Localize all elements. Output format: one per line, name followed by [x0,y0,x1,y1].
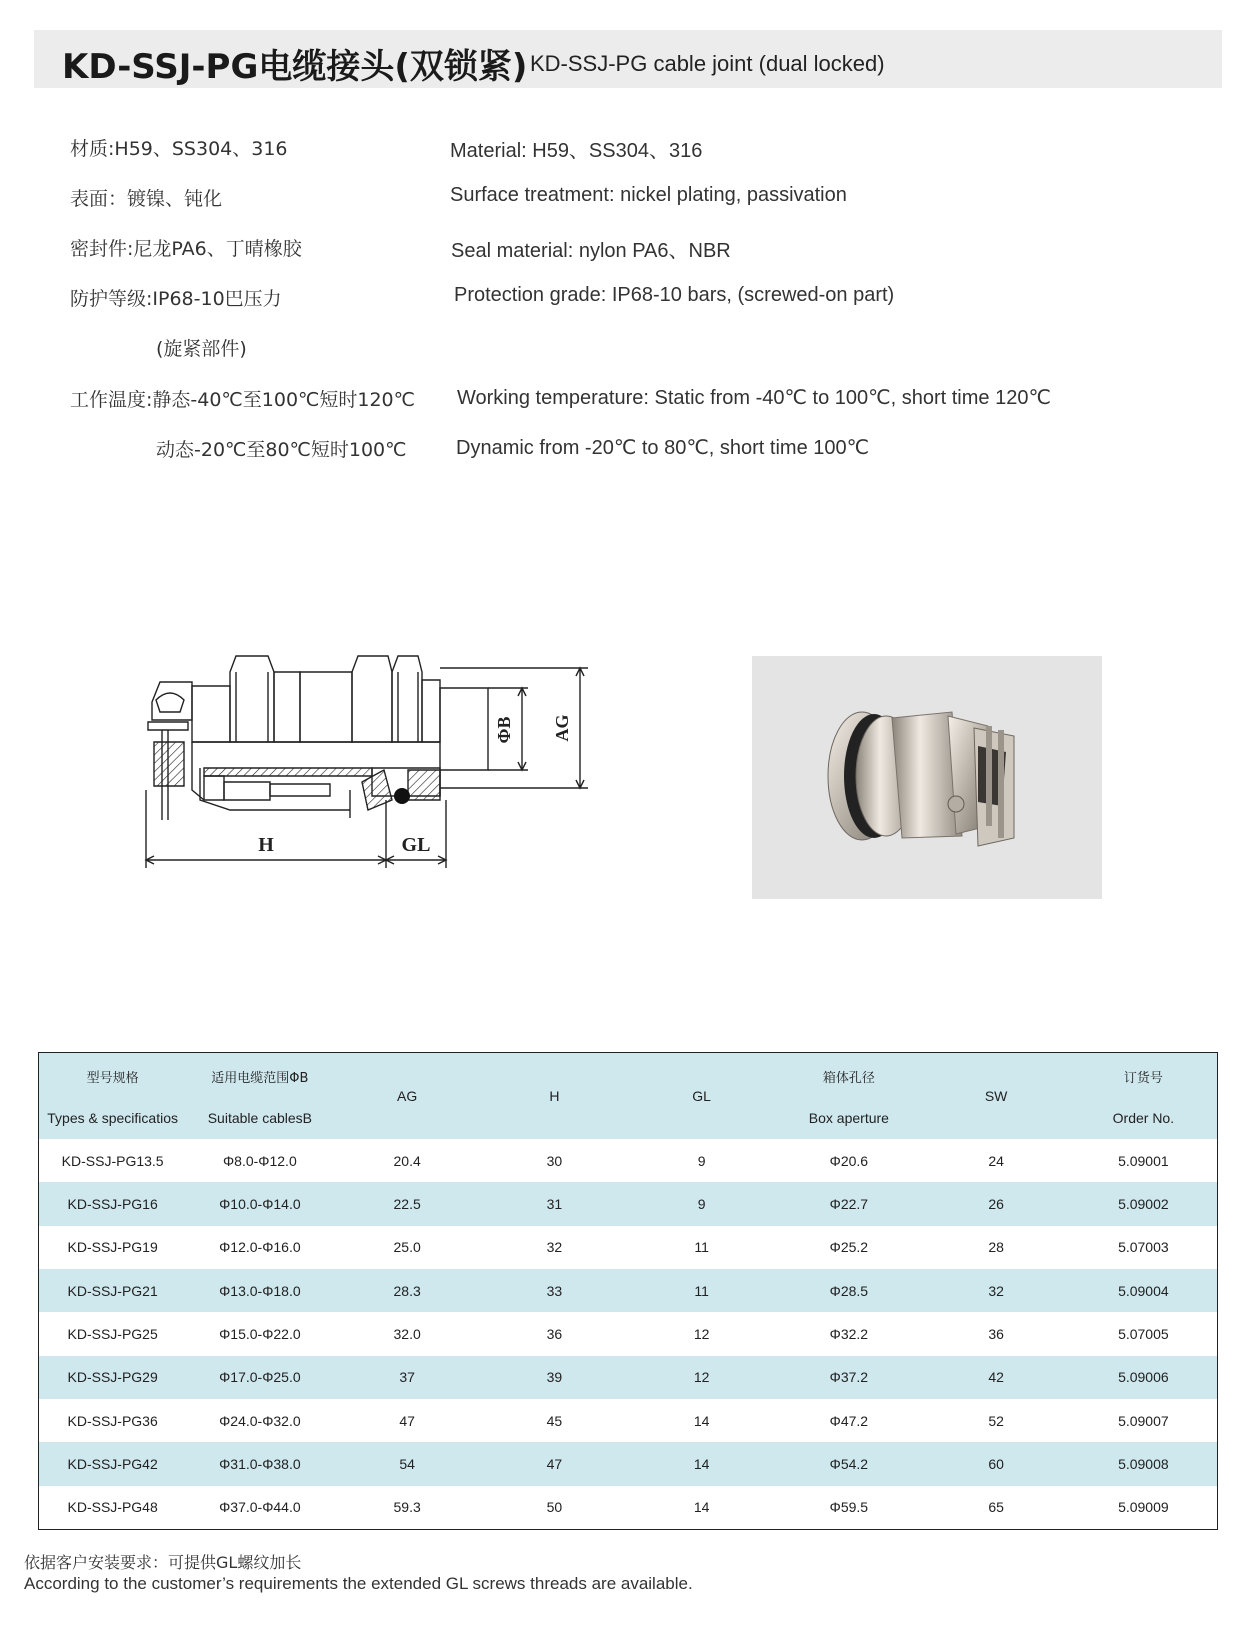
table-cell: 5.07005 [1118,1325,1169,1342]
table-cell: 5.07003 [1118,1239,1169,1256]
note-cn: 依据客户安装要求：可提供GL螺纹加长 [24,1553,302,1572]
table-cell: 42 [988,1369,1004,1386]
spec-dynamic-en: Dynamic from -20℃ to 80℃, short time 100℃ [456,437,870,459]
table-cell: 37 [399,1369,415,1386]
table-cell: 26 [988,1195,1004,1212]
table-cell: Φ20.6 [829,1152,869,1169]
page-title: KD-SSJ-PG电缆接头(双锁紧) [62,47,528,87]
title-bar [34,30,1222,88]
spec-protection-cn-note: (旋紧部件) [156,338,247,360]
table-header-row [39,1053,1217,1139]
header-sw: SW [984,1088,1008,1104]
table-cell: 47 [399,1412,415,1429]
note-en: According to the customer’s requirements the extended GL screws threads are available. [24,1574,693,1593]
header-type: 型号规格 Types & specificatios [47,1070,178,1126]
table-cell: 12 [693,1369,710,1386]
table-cell: 5.09002 [1118,1195,1169,1212]
header-ag: AG [397,1088,418,1104]
label-phi-b: ΦB [494,716,514,744]
table-cell: 14 [693,1412,710,1429]
spec-protection-en: Protection grade: IP68-10 bars, (screwed-on part) [454,284,895,306]
table-cell: 54 [399,1455,415,1472]
table-body [39,1139,1217,1529]
table-cell: 65 [988,1499,1004,1516]
table-row [39,1139,1217,1182]
table-cell: 20.4 [393,1152,421,1169]
table-cell: 30 [546,1152,563,1169]
header-order-no: 订货号 Order No. [1112,1070,1175,1126]
table-row [39,1486,1217,1529]
table-cell: 32 [546,1239,563,1256]
spec-seal-en: Seal material: nylon PA6、NBR [451,240,731,262]
table-cell: 9 [697,1195,706,1212]
table-cell: Φ47.2 [829,1412,869,1429]
spec-surface-cn: 表面：镀镍、钝化 [70,188,223,210]
table-cell: 24 [988,1152,1004,1169]
label-gl: GL [401,834,431,856]
table-cell: 60 [988,1455,1004,1472]
table-cell: Φ31.0-Φ38.0 [219,1455,301,1472]
table-cell: KD-SSJ-PG21 [67,1282,158,1299]
spec-surface-en: Surface treatment: nickel plating, passivation [450,184,847,206]
o-ring-seal [394,788,410,804]
spec-protection-cn: 防护等级:IP68-10巴压力 [70,288,282,310]
table-cell: KD-SSJ-PG13.5 [61,1152,164,1169]
spec-seal-cn: 密封件:尼龙PA6、丁晴橡胶 [70,238,302,260]
table-cell: 22.5 [393,1195,421,1212]
table-cell: Φ8.0-Φ12.0 [223,1152,297,1169]
table-cell: 59.3 [393,1499,421,1516]
table-cell: KD-SSJ-PG25 [67,1325,158,1342]
spec-table-grid [39,1053,1217,1529]
spec-table [38,1052,1218,1530]
label-h: H [258,834,274,856]
spec-dynamic-cn: 动态-20℃至80℃短时100℃ [156,439,407,461]
table-row [39,1399,1217,1442]
table-cell: 32.0 [393,1325,421,1342]
table-cell: 47 [546,1455,563,1472]
table-cell: 25.0 [393,1239,421,1256]
table-cell: Φ17.0-Φ25.0 [219,1369,301,1386]
table-cell: 28 [988,1239,1004,1256]
table-cell: 5.09007 [1118,1412,1169,1429]
table-cell: Φ25.2 [829,1239,869,1256]
header-gl: GL [692,1088,711,1104]
table-cell: 50 [546,1499,563,1516]
table-cell: Φ32.2 [829,1325,869,1342]
table-cell: KD-SSJ-PG19 [67,1239,158,1256]
table-row [39,1226,1217,1269]
table-cell: Φ12.0-Φ16.0 [219,1239,301,1256]
product-photo [752,656,1102,899]
table-cell: 32 [988,1282,1004,1299]
table-row [39,1182,1217,1225]
table-cell: KD-SSJ-PG29 [67,1369,158,1386]
table-cell: Φ24.0-Φ32.0 [219,1412,301,1429]
table-cell: Φ10.0-Φ14.0 [219,1195,301,1212]
table-cell: 14 [693,1455,710,1472]
table-cell: 31 [546,1195,563,1212]
table-cell: 39 [546,1369,563,1386]
table-cell: 12 [693,1325,710,1342]
table-cell: Φ28.5 [829,1282,869,1299]
table-cell: 28.3 [393,1282,421,1299]
spec-temperature-cn: 工作温度:静态-40℃至100℃短时120℃ [70,389,415,411]
table-row [39,1356,1217,1399]
table-cell: 5.09009 [1118,1499,1169,1516]
label-ag: AG [552,714,572,742]
table-cell: 11 [694,1282,709,1299]
table-cell: KD-SSJ-PG16 [67,1195,158,1212]
technical-drawing [140,650,620,915]
table-cell: 5.09006 [1118,1369,1169,1386]
spec-material-en: Material: H59、SS304、316 [450,140,703,162]
table-cell: 36 [988,1325,1004,1342]
table-cell: 45 [546,1412,563,1429]
table-cell: 9 [697,1152,706,1169]
header-box-aperture: 箱体孔径 Box aperture [808,1070,889,1126]
table-cell: Φ37.0-Φ44.0 [219,1499,301,1516]
page-subtitle: KD-SSJ-PG cable joint (dual locked) [530,51,885,76]
table-cell: Φ15.0-Φ22.0 [219,1325,301,1342]
table-cell: KD-SSJ-PG48 [67,1499,158,1516]
table-row [39,1442,1217,1485]
spec-material-cn: 材质:H59、SS304、316 [70,138,288,160]
table-cell: 11 [694,1239,709,1256]
table-cell: KD-SSJ-PG36 [67,1412,158,1429]
table-cell: 5.09008 [1118,1455,1169,1472]
table-cell: 5.09001 [1118,1152,1169,1169]
table-cell: KD-SSJ-PG42 [67,1455,158,1472]
header-cable-range: 适用电缆范围ΦB Suitable cablesB [207,1070,313,1126]
table-cell: 33 [546,1282,563,1299]
table-cell: Φ13.0-Φ18.0 [219,1282,301,1299]
table-cell: Φ22.7 [829,1195,869,1212]
table-cell: Φ54.2 [829,1455,869,1472]
table-row [39,1312,1217,1355]
header-h: H [549,1088,560,1104]
table-cell: 14 [693,1499,710,1516]
table-row [39,1269,1217,1312]
table-cell: Φ59.5 [829,1499,869,1516]
table-cell: 52 [988,1412,1004,1429]
table-cell: 36 [546,1325,563,1342]
spec-temperature-en: Working temperature: Static from -40℃ to 100℃, short time 120℃ [457,387,1051,409]
table-cell: 5.09004 [1118,1282,1169,1299]
table-cell: Φ37.2 [829,1369,869,1386]
